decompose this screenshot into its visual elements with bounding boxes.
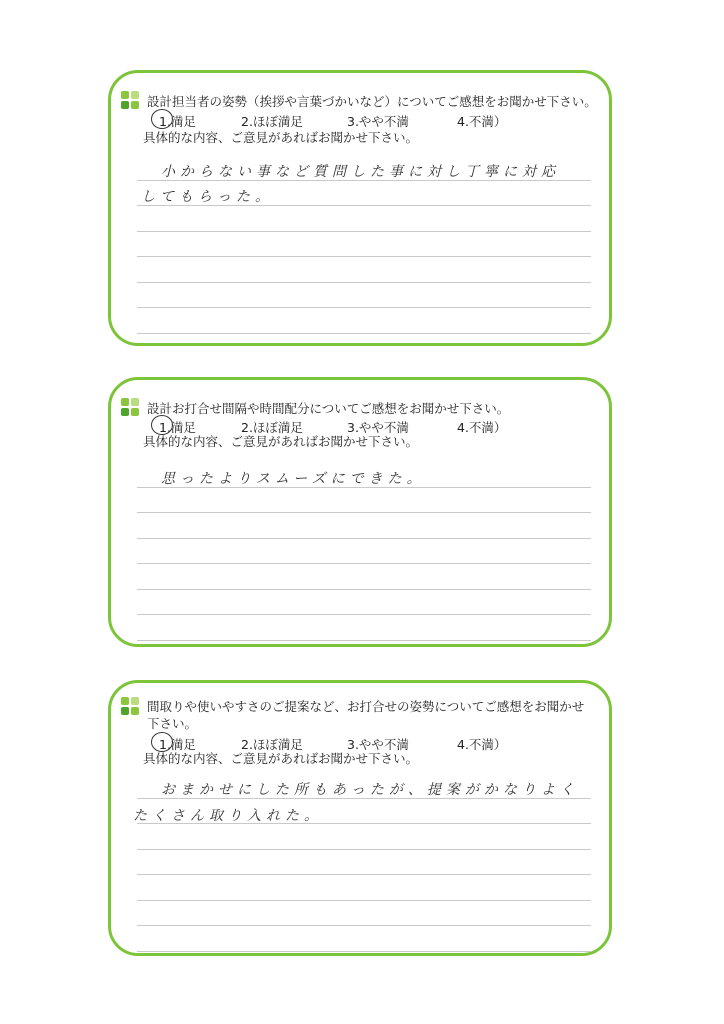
option-mostly-satisfied[interactable]: 2.ほぼ満足: [241, 114, 303, 129]
option-mostly-satisfied[interactable]: 2.ほぼ満足: [241, 420, 303, 435]
selected-circle-mark: [151, 415, 173, 435]
handwritten-answer-line-2: たくさん取り入れた。: [133, 808, 323, 824]
handwritten-answer-line-1: 思ったよりスムーズにできた。: [161, 471, 426, 487]
option-satisfied[interactable]: 1.満足: [159, 735, 196, 753]
selected-circle-mark: [151, 732, 173, 752]
option-satisfied[interactable]: 1.満足: [159, 112, 196, 130]
question-text: 間取りや使いやすさのご提案など、お打合せの姿勢についてご感想をお聞かせ下さい。: [147, 699, 585, 731]
option-satisfied[interactable]: 1.満足: [159, 418, 196, 436]
answer-lines: [137, 773, 591, 952]
answer-lines: [137, 155, 591, 334]
handwritten-answer-line-2: してもらった。: [141, 189, 274, 205]
rating-options: [159, 112, 599, 129]
detail-prompt: 具体的な内容、ご意見があればお聞かせ下さい。: [143, 130, 419, 145]
option-somewhat-dissatisfied[interactable]: 3.やや不満: [347, 737, 409, 752]
option-dissatisfied[interactable]: 4.不満）: [457, 737, 507, 752]
option-dissatisfied[interactable]: 4.不満）: [457, 420, 507, 435]
survey-card-3: [108, 680, 612, 956]
handwritten-answer-line-1: 小からない事など質問した事に対し丁寧に対応: [161, 164, 560, 180]
leaf-logo-icon: [121, 697, 139, 715]
option-dissatisfied[interactable]: 4.不満）: [457, 114, 507, 129]
answer-lines: [137, 462, 591, 641]
handwritten-answer-line-1: おまかせにした所もあったが、提案がかなりよく: [161, 782, 579, 798]
option-mostly-satisfied[interactable]: 2.ほぼ満足: [241, 737, 303, 752]
question-text: 設計担当者の姿勢（挨拶や言葉づかいなど）についてご感想をお聞かせ下さい。: [147, 94, 597, 109]
leaf-logo-icon: [121, 91, 139, 109]
detail-prompt: 具体的な内容、ご意見があればお聞かせ下さい。: [143, 434, 419, 449]
leaf-logo-icon: [121, 398, 139, 416]
selected-circle-mark: [151, 109, 173, 129]
survey-card-1: [108, 70, 612, 346]
option-somewhat-dissatisfied[interactable]: 3.やや不満: [347, 420, 409, 435]
detail-prompt: 具体的な内容、ご意見があればお聞かせ下さい。: [143, 751, 419, 766]
survey-card-2: [108, 377, 612, 647]
question-text: 設計お打合せ間隔や時間配分についてご感想をお聞かせ下さい。: [147, 401, 510, 416]
option-somewhat-dissatisfied[interactable]: 3.やや不満: [347, 114, 409, 129]
